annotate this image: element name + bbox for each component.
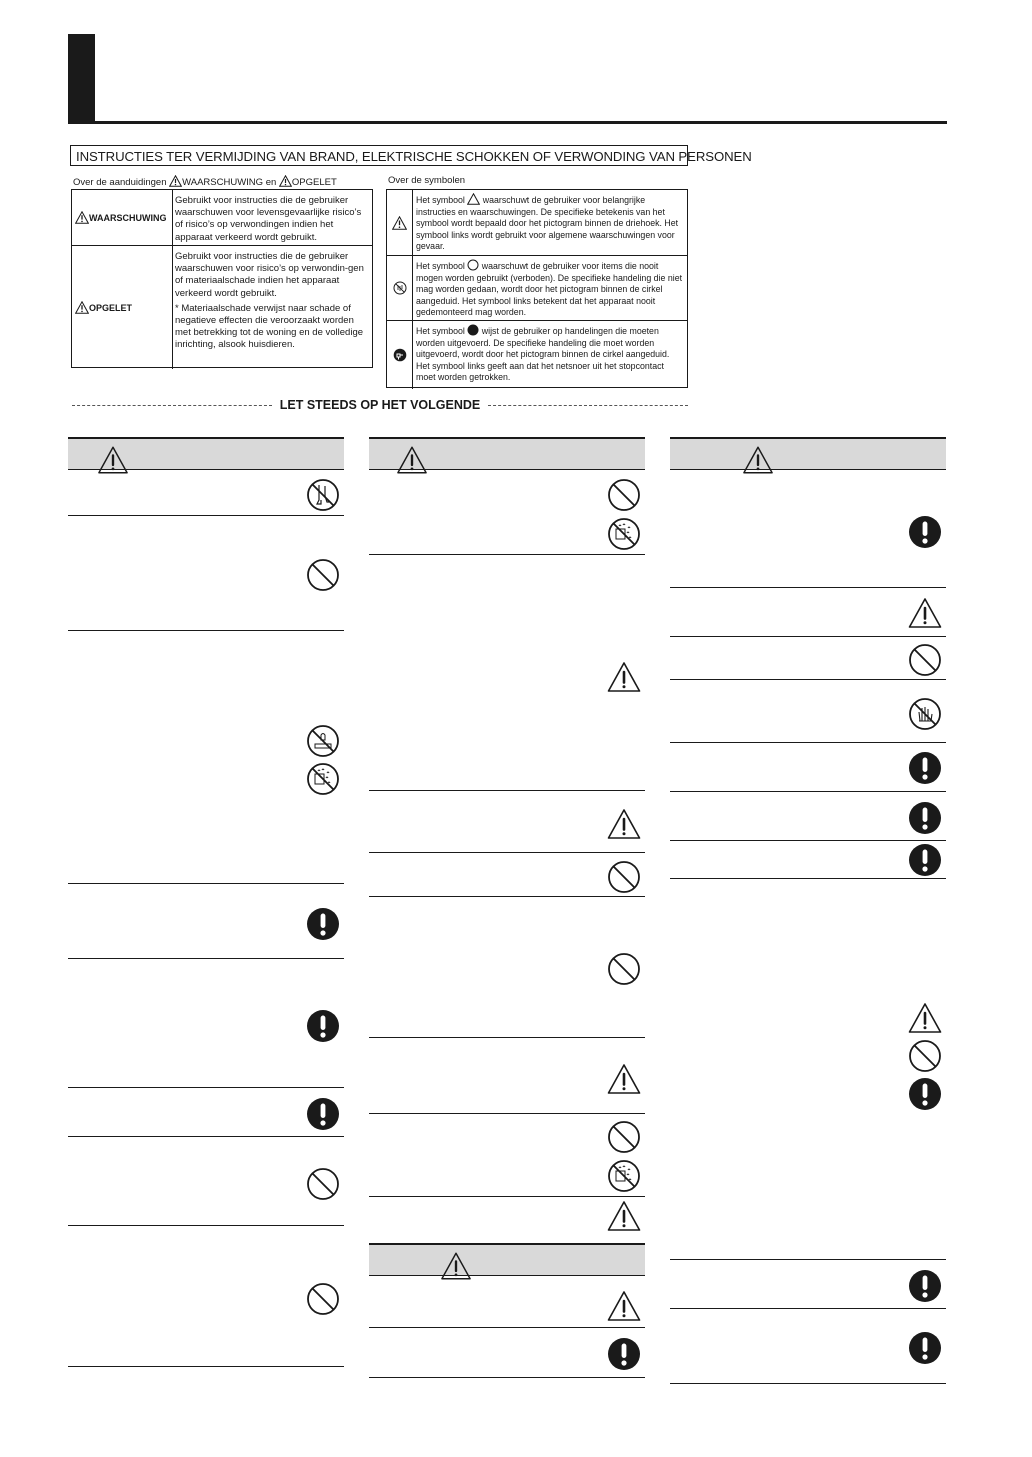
divider — [68, 1366, 344, 1367]
prohibited-icon — [908, 1039, 942, 1073]
divider — [369, 1113, 645, 1114]
divider — [369, 852, 645, 853]
prohibited-touch-icon — [908, 697, 942, 731]
warning-triangle-icon — [395, 445, 429, 475]
labels-caption: Over de aanduidingen WAARSCHUWING en OPGELET — [73, 177, 337, 188]
prohibited-disassembly-icon — [306, 478, 340, 512]
warning-triangle-icon — [75, 211, 89, 224]
divider — [670, 1308, 946, 1309]
divider — [670, 1383, 946, 1384]
column-3-header — [670, 437, 946, 470]
prohibited-icon — [607, 478, 641, 512]
divider — [670, 587, 946, 588]
warning-triangle-icon — [392, 216, 407, 230]
divider — [670, 742, 946, 743]
caution-description: Gebruikt voor instructies die de gebruiker waarschuwen voor risico’s op verwondin-gen of materiaalschade indien het apparaat verkeerd wordt gebruikt. * Materiaalschade verwijst naar schade of negatieve effecten die veroorzaakt worden met betrekking tot de woning en de volledige inrichting, alsook huisdieren. — [175, 251, 368, 352]
section-heading: INSTRUCTIES TER VERMIJDING VAN BRAND, ELEKTRISCHE SCHOKKEN OF VERWONDING VAN PERSONEN — [70, 145, 688, 166]
warning-triangle-icon — [607, 1289, 641, 1323]
divider — [68, 630, 344, 631]
divider — [369, 554, 645, 555]
unplug-icon — [393, 348, 407, 362]
warning-triangle-icon — [741, 445, 775, 475]
column-2-header — [369, 437, 645, 470]
symbol-row-warning: Het symbool waarschuwt de gebruiker voor belangrijke instructies en waarschuwingen. De specifieke betekenis van het symbool wordt bepaald door het pictogram binnen de driehoek. Het symbool links wordt gebruikt voor algemene waarschuwingen voor gevaar. — [387, 190, 687, 256]
caution-triangle-icon — [75, 301, 89, 314]
mandatory-icon — [908, 801, 942, 835]
warning-label: WAARSCHUWING — [72, 190, 173, 245]
column-2-subheader — [369, 1243, 645, 1276]
caution-triangle-icon — [279, 175, 292, 187]
divider — [369, 1377, 645, 1378]
symbol-row-prohibited: Het symbool waarschuwt de gebruiker voor items die nooit mogen worden gebruikt (verboden). De specifieke handeling die niet mag worden gedaan, wordt door het pictogram binnen de cirkel aangeduid. Het symbool links betekent dat het apparaat nooit gedemonteerd mag worden. — [387, 256, 687, 321]
divider — [68, 515, 344, 516]
prohibited-icon — [306, 558, 340, 592]
mandatory-icon — [607, 1337, 641, 1371]
warning-triangle-icon — [467, 193, 480, 205]
prohibited-wet-icon — [607, 517, 641, 551]
mandatory-icon — [908, 1077, 942, 1111]
divider — [68, 1136, 344, 1137]
divider — [68, 883, 344, 884]
warning-triangle-icon — [607, 807, 641, 841]
prohibited-icon — [607, 860, 641, 894]
mandatory-icon — [306, 1097, 340, 1131]
banner-dots-right — [488, 405, 688, 406]
warning-row — [72, 190, 372, 246]
divider — [369, 1327, 645, 1328]
symbol-row-mandatory: Het symbool wijst de gebruiker op handelingen die moeten worden uitgevoerd. De specifieke handeling die moet worden uitgevoerd, wordt door het pictogram binnen de cirkel aangeduid. Het symbool links geeft aan dat het netsnoer uit het stopcontact moet worden getrokken. — [387, 321, 687, 389]
divider — [670, 1259, 946, 1260]
mandatory-circle-icon — [467, 324, 479, 336]
divider — [670, 840, 946, 841]
divider — [670, 636, 946, 637]
warning-triangle-icon — [607, 1199, 641, 1233]
prohibited-wet-icon — [306, 762, 340, 796]
warning-triangle-icon — [607, 1062, 641, 1096]
divider — [369, 1196, 645, 1197]
divider — [369, 896, 645, 897]
warning-triangle-icon — [908, 1001, 942, 1035]
caution-row — [72, 246, 372, 369]
caution-label: OPGELET — [72, 246, 173, 369]
prohibited-placement-icon — [306, 724, 340, 758]
prohibited-icon — [306, 1167, 340, 1201]
column-1-header — [68, 437, 344, 470]
title-tab — [68, 34, 95, 124]
divider — [369, 1037, 645, 1038]
labels-table — [71, 189, 373, 368]
title-rule — [68, 121, 947, 124]
warning-triangle-icon — [169, 175, 182, 187]
always-banner — [72, 397, 688, 413]
divider — [670, 791, 946, 792]
divider — [369, 790, 645, 791]
prohibited-icon — [908, 643, 942, 677]
warning-description: Gebruikt voor instructies die de gebruiker waarschuwen voor levensgevaarlijke risico’s of risico’s op verwondingen indien het apparaat verkeerd wordt gebruikt. — [175, 195, 362, 243]
mandatory-icon — [908, 515, 942, 549]
prohibited-disassembly-icon — [393, 281, 407, 295]
divider — [68, 1087, 344, 1088]
mandatory-icon — [306, 1009, 340, 1043]
prohibited-circle-icon — [467, 259, 479, 271]
warning-triangle-icon — [607, 660, 641, 694]
caution-note: * Materiaalschade verwijst naar schade of negatieve effecten die veroorzaakt worden met betrekking tot de woning en de volledige inrichting, alsook huisdieren. — [175, 302, 364, 351]
mandatory-icon — [908, 1269, 942, 1303]
prohibited-wet-icon — [607, 1159, 641, 1193]
prohibited-icon — [306, 1282, 340, 1316]
banner-dots-left — [72, 405, 272, 406]
mandatory-icon — [908, 1331, 942, 1365]
divider — [68, 958, 344, 959]
divider — [68, 1225, 344, 1226]
symbols-caption: Over de symbolen — [388, 175, 466, 186]
mandatory-icon — [908, 843, 942, 877]
banner-text: LET STEEDS OP HET VOLGENDE — [273, 397, 487, 413]
caution-triangle-icon — [439, 1251, 473, 1281]
warning-triangle-icon — [908, 596, 942, 630]
divider — [670, 878, 946, 879]
mandatory-icon — [908, 751, 942, 785]
mandatory-icon — [306, 907, 340, 941]
symbols-table — [386, 189, 688, 388]
warning-triangle-icon — [96, 445, 130, 475]
prohibited-icon — [607, 1120, 641, 1154]
prohibited-icon — [607, 952, 641, 986]
divider — [670, 679, 946, 680]
